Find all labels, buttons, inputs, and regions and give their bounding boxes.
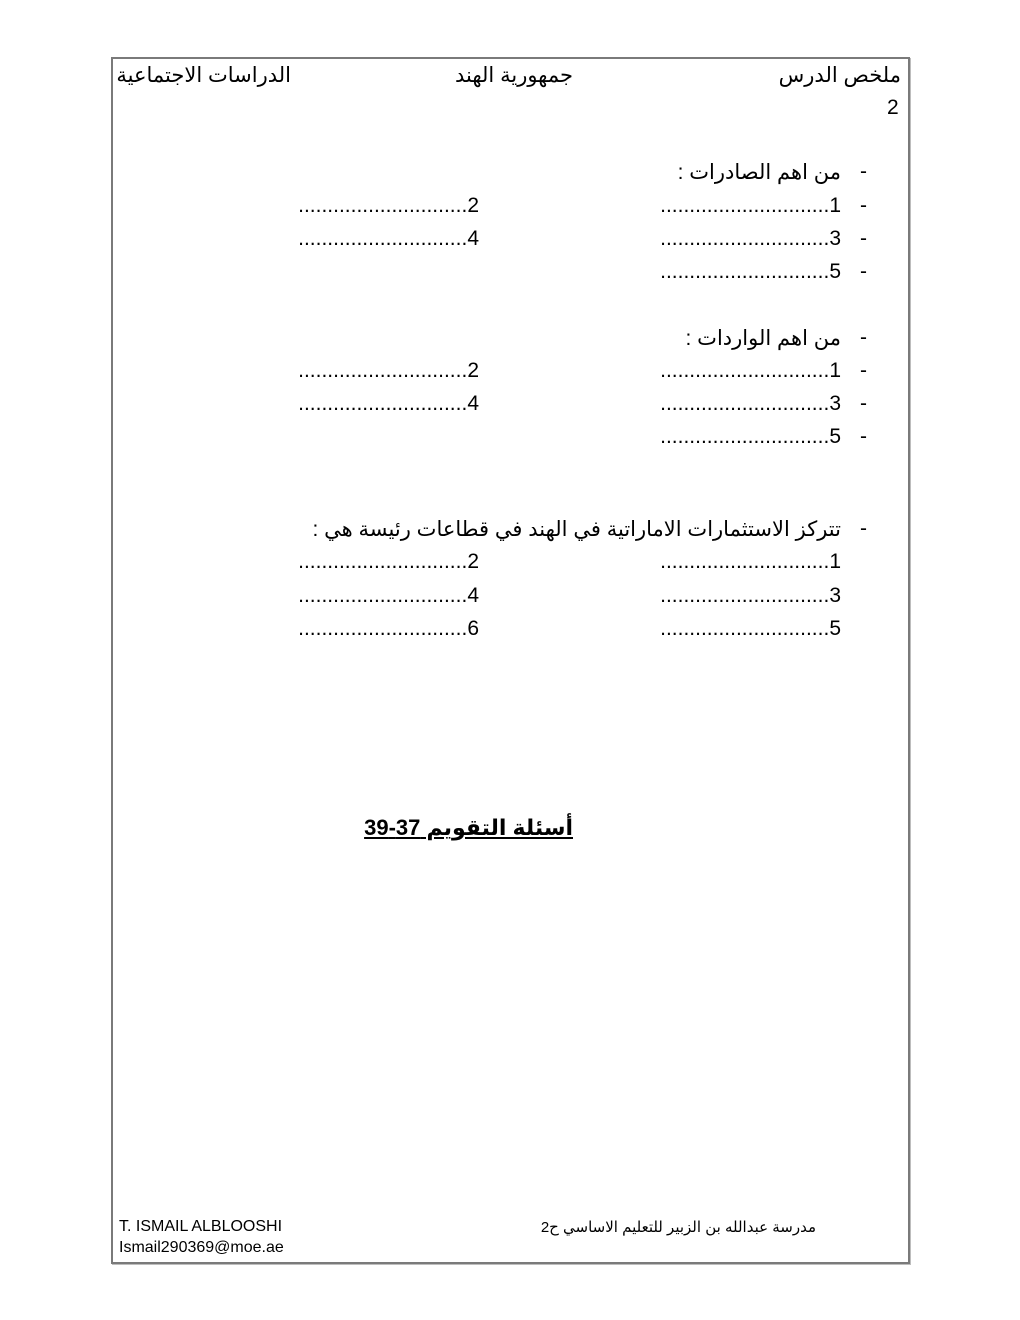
imports-item-1: 1............................. — [660, 359, 841, 382]
investments-item-4: 4............................. — [298, 584, 479, 607]
bullet-dash: - — [860, 359, 867, 382]
imports-item-4: 4............................. — [298, 392, 479, 415]
investments-item-5: 5............................. — [660, 617, 841, 640]
exports-item-2: 2............................. — [298, 194, 479, 217]
exports-item-5: 5............................. — [660, 260, 841, 283]
exports-item-1: 1............................. — [660, 194, 841, 217]
exports-item-3: 3............................. — [660, 227, 841, 250]
page-number: 2 — [887, 96, 899, 119]
investments-item-2: 2............................. — [298, 550, 479, 573]
header-topic: جمهورية الهند — [454, 64, 573, 87]
header-summary: ملخص الدرس — [778, 64, 901, 87]
imports-item-2: 2............................. — [298, 359, 479, 382]
header-subject: الدراسات الاجتماعية — [116, 64, 291, 87]
footer-email: Ismail290369@moe.ae — [119, 1239, 284, 1256]
imports-item-5: 5............................. — [660, 425, 841, 448]
bullet-dash: - — [860, 392, 867, 415]
bullet-dash: - — [860, 326, 867, 349]
investments-item-1: 1............................. — [660, 550, 841, 573]
imports-heading: من اهم الواردات : — [685, 327, 841, 350]
exports-item-4: 4............................. — [298, 227, 479, 250]
imports-item-3: 3............................. — [660, 392, 841, 415]
bullet-dash: - — [860, 227, 867, 250]
exports-heading: من اهم الصادرات : — [677, 161, 841, 184]
bullet-dash: - — [860, 425, 867, 448]
footer-teacher: T. ISMAIL ALBLOOSHI — [119, 1218, 283, 1235]
bullet-dash: - — [860, 517, 867, 540]
bullet-dash: - — [860, 160, 867, 183]
assessment-title: أسئلة التقويم 37-39 — [364, 815, 573, 840]
investments-item-3: 3............................. — [660, 584, 841, 607]
investments-item-6: 6............................. — [298, 617, 479, 640]
investments-heading: تتركز الاستثمارات الاماراتية في الهند في قطاعات رئيسة هي : — [312, 518, 841, 541]
bullet-dash: - — [860, 194, 867, 217]
footer-school: مدرسة عبدالله بن الزبير للتعليم الاساسي ح2 — [540, 1219, 816, 1236]
bullet-dash: - — [860, 260, 867, 283]
